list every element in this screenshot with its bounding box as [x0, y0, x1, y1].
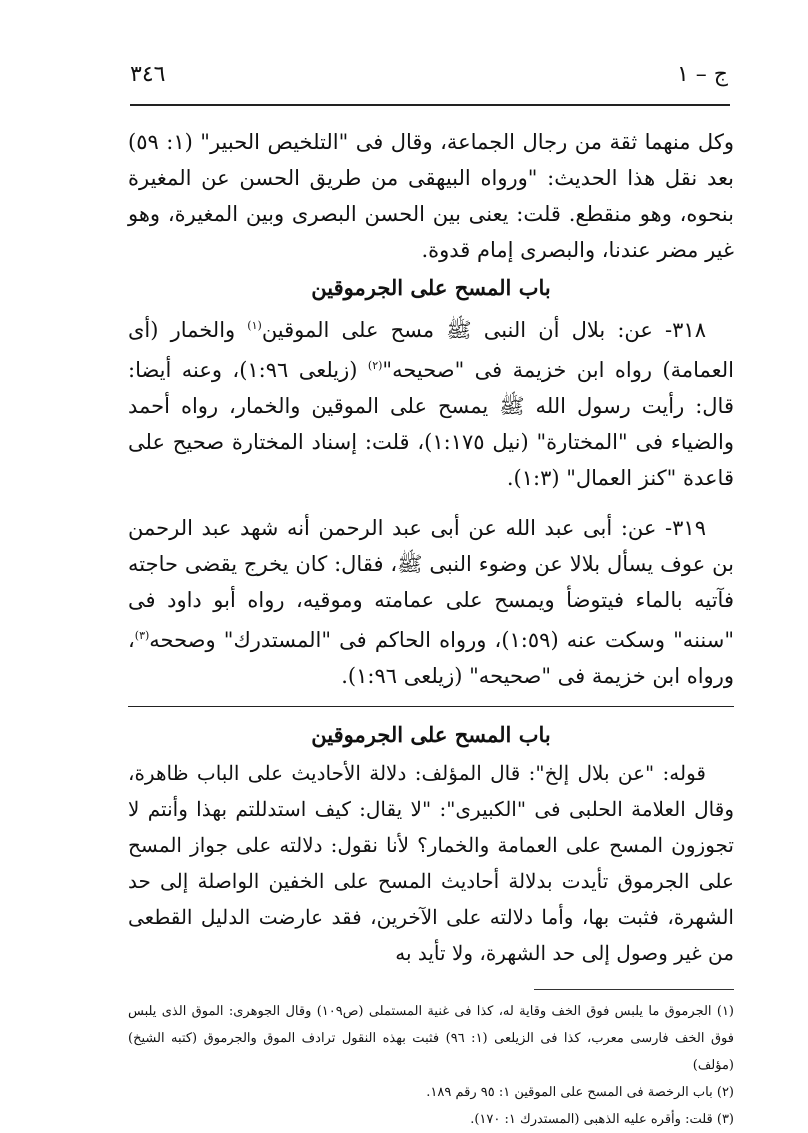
main-text	[128, 124, 734, 1133]
footnote-divider	[534, 989, 734, 990]
hadith-318	[128, 308, 734, 496]
page-number: ٣٤٦	[130, 62, 166, 87]
footnote-3: (٣) قلت: وأقره عليه الذهبى (المستدرك ١: ١٧٠).	[470, 1112, 734, 1127]
section-title: باب المسح على الجرموقين	[311, 275, 551, 300]
commentary-title: باب المسح على الجرموقين	[311, 722, 551, 747]
footnotes	[128, 998, 734, 1133]
hadith-319-part1: ٣١٩- عن: أبى عبد الله عن أبى عبد الرحمن أنه شهد عبد الرحمن بن عوف يسأل بلالا عن وضوء النبى ﷺ، فقال: كان يخرج يقضى حاجته فآتيه بالماء فيتوضأ ويمسح على عمامته وموقيه، رواه أبو داود فى "سننه" وسكت عنه (١:٥٩)، ورواه الحاكم فى "المستدرك" وصححه	[128, 516, 734, 652]
hadith-318-part3: (زيلعى ١:٩٦)، وعنه أيضا: قال: رأيت رسول الله ﷺ يمسح على الموقين والخمار، رواه أحمد والضياء فى "المختارة" (نيل ١:١٧٥)، قلت: إسناد المختارة صحيح على قاعدة "كنز العمال" (١:٣).	[128, 358, 735, 490]
footnote-ref-2[interactable]: (٢)	[367, 359, 383, 372]
hadith-318-part2: والخمار (أى العمامة) رواه ابن خزيمة فى "صحيحه"	[128, 318, 734, 382]
volume-label: ج – ١	[676, 62, 728, 87]
footnote-ref-3[interactable]: (٣)	[134, 629, 150, 642]
commentary-divider	[128, 706, 734, 707]
footnote-ref-1[interactable]: (١)	[247, 319, 262, 332]
commentary-paragraph: قوله: "عن بلال إلخ": قال المؤلف: دلالة الأحاديث على الباب ظاهرة، وقال العلامة الحلبى فى "الكبيرى": "لا يقال: كيف استدللتم بهذا وأنتم لا تجوزون المسح على العمامة والخمار؟ لأنا نقول: دلالته على جواز المسح على الجرموق تأيدت بدلالة أحاديث المسح على الخفين الواصلة إلى حد الشهرة، فثبت بها، وأما دلالته على الآخرين، فقد عارضت الدليل القطعى من غير وصول إلى حد الشهرة، ولا تأيد به	[128, 761, 734, 965]
intro-paragraph: وكل منهما ثقة من رجال الجماعة، وقال فى "التلخيص الحبير" (١: ٥٩) بعد نقل هذا الحديث: "ورواه البيهقى من طريق الحسن عن المغيرة بنحوه، وهو منقطع. قلت: يعنى بين الحسن البصرى وبين المغيرة، وهو غير مضر عندنا، والبصرى إمام قدوة.	[128, 130, 734, 262]
hadith-318-part1: ٣١٨- عن: بلال أن النبى ﷺ مسح على الموقين	[261, 318, 706, 342]
hadith-319	[128, 510, 734, 694]
footnote-2: (٢) باب الرخصة فى المسح على الموقين ١: ٩٥ رقم ١٨٩.	[426, 1085, 734, 1100]
header-divider	[130, 104, 730, 106]
page-header	[130, 62, 728, 87]
footnote-1: (١) الجرموق ما يلبس فوق الخف وقاية له، كذا فى غنية المستملى (ص١٠٩) وقال الجوهرى: الموق الذى يلبس فوق الخف فارسى معرب، كذا فى الزيلعى (١: ٩٦) فثبت بهذه النقول ترادف الموق والجرموق (كتبه الشيخ)(مؤلف)	[128, 1004, 734, 1073]
hadith-319-part2: ، ورواه ابن خزيمة فى "صحيحه" (زيلعى ١:٩٦).	[128, 628, 734, 688]
